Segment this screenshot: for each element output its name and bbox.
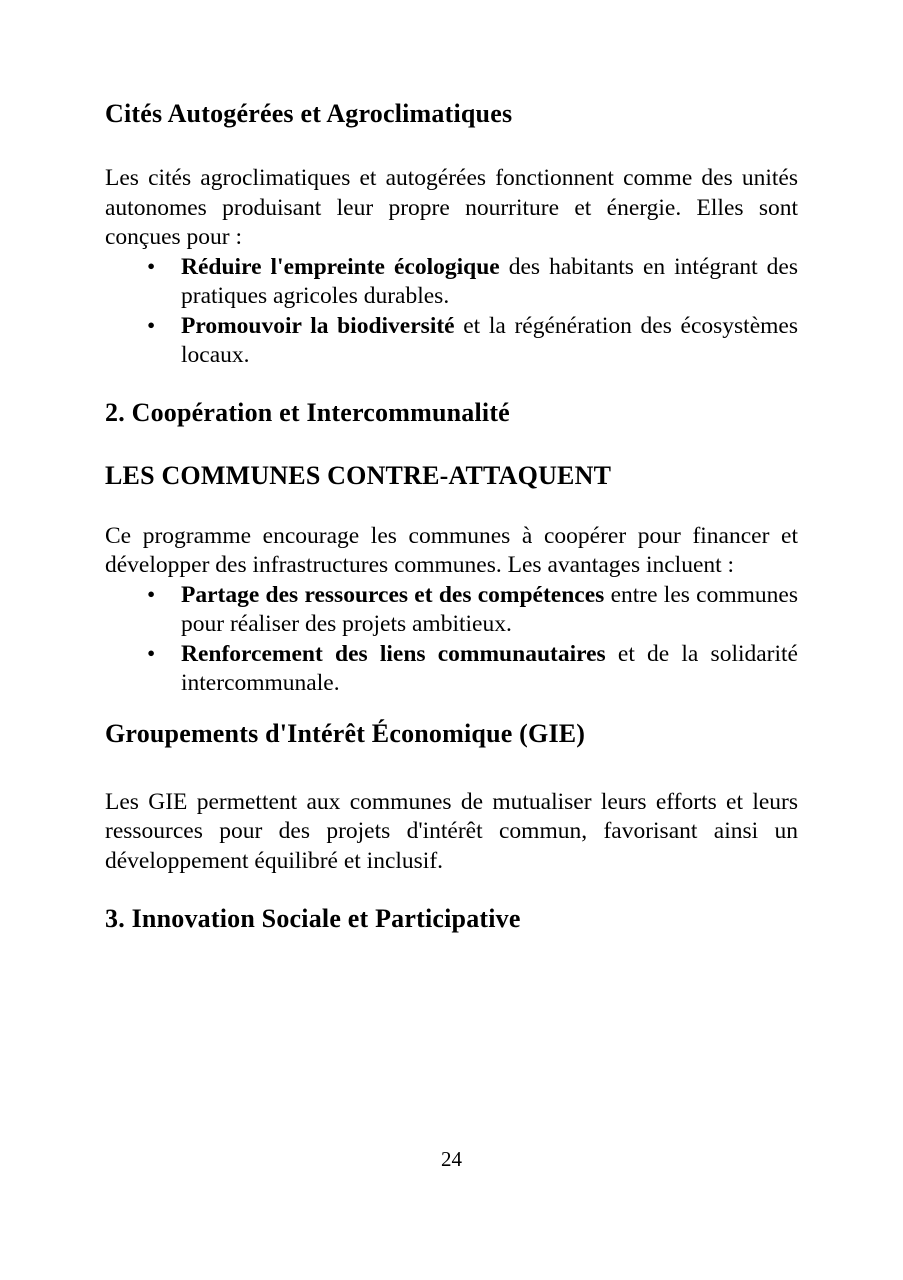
heading-cites-autogerees: Cités Autogérées et Agroclimatiques xyxy=(105,99,513,128)
page-content xyxy=(105,0,798,935)
bullet-list-communes xyxy=(105,581,798,699)
list-item-lead: Partage des ressources et des compétences xyxy=(181,581,605,608)
list-item-text: et la régénération des écosystèmes locaux. xyxy=(181,312,798,368)
list-item xyxy=(181,253,798,312)
heading-cooperation-intercommunalite: 2. Coopération et Intercommunalité xyxy=(105,397,510,427)
list-item xyxy=(181,640,798,699)
paragraph-cites-intro: Les cités agroclimatiques et autogérées fonctionnent comme des unités autonomes produisant leur propre nourriture et énergie. Elles sont conçues pour : xyxy=(105,165,798,250)
list-item xyxy=(181,581,798,640)
page-number: 24 xyxy=(441,1147,462,1171)
paragraph-gie: Les GIE permettent aux communes de mutualiser leurs efforts et leurs ressources pour des projets d'intérêt commun, favorisant ainsi un développement équilibré et inclusif. xyxy=(105,788,798,874)
list-item-lead: Renforcement des liens communautaires xyxy=(181,640,606,667)
bullet-list-cites xyxy=(105,253,798,371)
heading-innovation-sociale: 3. Innovation Sociale et Participative xyxy=(105,904,521,933)
list-item-text: et de la solidarité intercommunale. xyxy=(181,640,798,696)
heading-communes-contre-attaquent: LES COMMUNES CONTRE-ATTAQUENT xyxy=(105,460,612,490)
list-item xyxy=(181,312,798,371)
paragraph-programme: Ce programme encourage les communes à coopérer pour financer et développer des infrastructures communes. Les avantages incluent : xyxy=(105,522,798,578)
list-item-lead: Promouvoir la biodiversité xyxy=(181,312,455,339)
heading-groupements-gie: Groupements d'Intérêt Économique (GIE) xyxy=(105,718,586,748)
list-item-text: entre les communes pour réaliser des projets ambitieux. xyxy=(181,581,798,637)
list-item-text: des habitants en intégrant des pratiques agricoles durables. xyxy=(181,253,799,309)
list-item-lead: Réduire l'empreinte écologique xyxy=(181,253,500,280)
